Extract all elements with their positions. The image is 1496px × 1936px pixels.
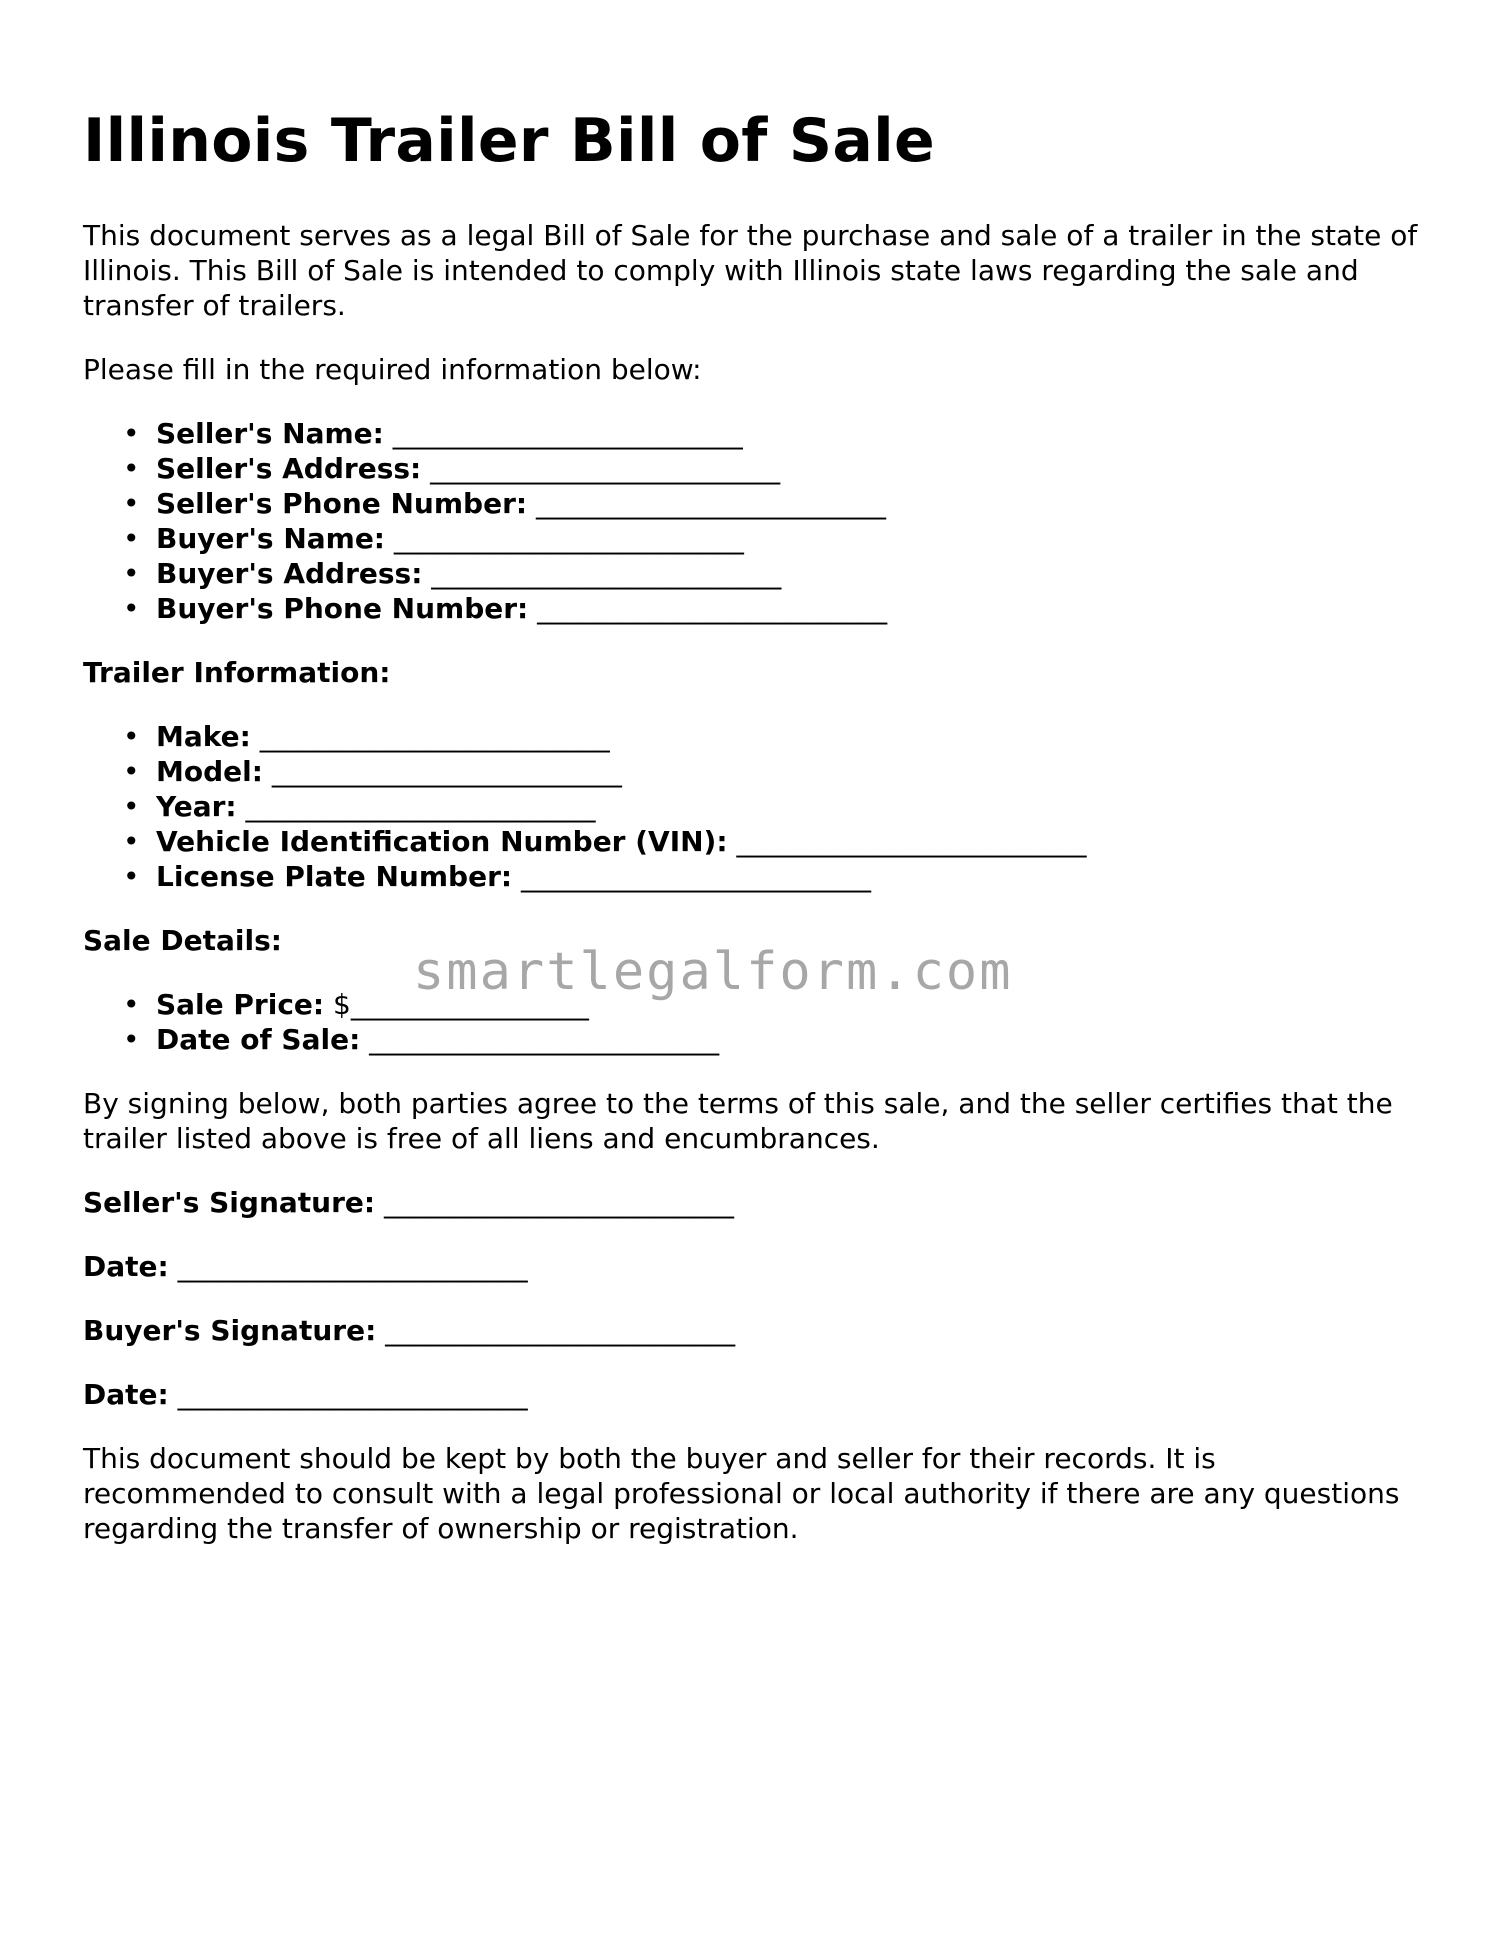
list-item (156, 1022, 1423, 1057)
field-label: Make: (156, 720, 251, 753)
intro-paragraph: This document serves as a legal Bill of Sale for the purchase and sale of a trailer in the state of Illinois. This Bill of Sale is intended to comply with Illinois state laws regarding the sale and transfer of trailers. (83, 219, 1418, 322)
field-label: Model: (156, 755, 263, 788)
blank-line[interactable]: $_________________ (324, 988, 589, 1021)
field-label: Seller's Phone Number: (156, 487, 528, 520)
blank-line[interactable]: _________________________ (422, 557, 782, 590)
blank-line[interactable]: _________________________ (250, 720, 610, 753)
field-label: Vehicle Identification Number (VIN): (156, 825, 728, 858)
fill-prompt: Please fill in the required information below: (83, 353, 702, 386)
blank-line[interactable]: _________________________ (168, 1250, 528, 1283)
closing-paragraph: This document should be kept by both the buyer and seller for their records. It is recommended to consult with a legal professional or local authority if there are any questions regarding the transfer of ownership or registration. (83, 1442, 1400, 1545)
list-item (156, 824, 1423, 859)
field-label: Seller's Address: (156, 452, 422, 485)
field-label: Buyer's Name: (156, 522, 386, 555)
list-item (156, 591, 1423, 626)
list-item (156, 789, 1423, 824)
blank-line[interactable]: _________________________ (376, 1314, 736, 1347)
blank-line[interactable]: _________________________ (512, 860, 871, 893)
field-label: Sale Price: (156, 988, 325, 1021)
field-label: Seller's Signature: (83, 1186, 376, 1219)
list-item (156, 556, 1423, 591)
field-label: Buyer's Address: (156, 557, 423, 590)
field-label: License Plate Number: (156, 860, 513, 893)
field-label: Date: (83, 1378, 169, 1411)
buyer-signature-row (83, 1313, 1423, 1348)
blank-line[interactable]: _________________________ (528, 592, 888, 625)
blank-line[interactable]: _________________________ (360, 1023, 720, 1056)
list-item (156, 754, 1423, 789)
field-label: Year: (156, 790, 237, 823)
seller-date-row (83, 1249, 1423, 1284)
list-item (156, 416, 1423, 451)
field-label: Buyer's Phone Number: (156, 592, 529, 625)
sale-details-heading: Sale Details: (83, 924, 282, 957)
list-item (156, 486, 1423, 521)
watermark: smartlegalform.com (413, 942, 1013, 1002)
field-label: Date: (83, 1250, 169, 1283)
list-item (156, 451, 1423, 486)
blank-line[interactable]: _________________________ (236, 790, 596, 823)
field-label: Buyer's Signature: (83, 1314, 377, 1347)
document-title: Illinois Trailer Bill of Sale (83, 106, 936, 176)
list-item (156, 859, 1423, 894)
list-item (156, 719, 1423, 754)
buyer-date-row (83, 1377, 1423, 1412)
trailer-info-list (83, 719, 1423, 894)
blank-line[interactable]: _________________________ (727, 825, 1087, 858)
blank-line[interactable]: _________________________ (262, 755, 622, 788)
blank-line[interactable]: _________________________ (385, 522, 744, 555)
blank-line[interactable]: _________________________ (527, 487, 886, 520)
party-info-list (83, 416, 1423, 626)
blank-line[interactable]: _________________________ (383, 417, 743, 450)
blank-line[interactable]: _________________________ (421, 452, 781, 485)
seller-signature-row (83, 1185, 1423, 1220)
blank-line[interactable]: _________________________ (168, 1378, 528, 1411)
list-item (156, 521, 1423, 556)
document-page (83, 104, 1423, 1546)
blank-line[interactable]: _________________________ (375, 1186, 734, 1219)
agreement-paragraph: By signing below, both parties agree to the terms of this sale, and the seller certifies that the trailer listed above is free of all liens and encumbrances. (83, 1087, 1393, 1155)
field-label: Seller's Name: (156, 417, 384, 450)
field-label: Date of Sale: (156, 1023, 361, 1056)
trailer-info-heading: Trailer Information: (83, 656, 391, 689)
